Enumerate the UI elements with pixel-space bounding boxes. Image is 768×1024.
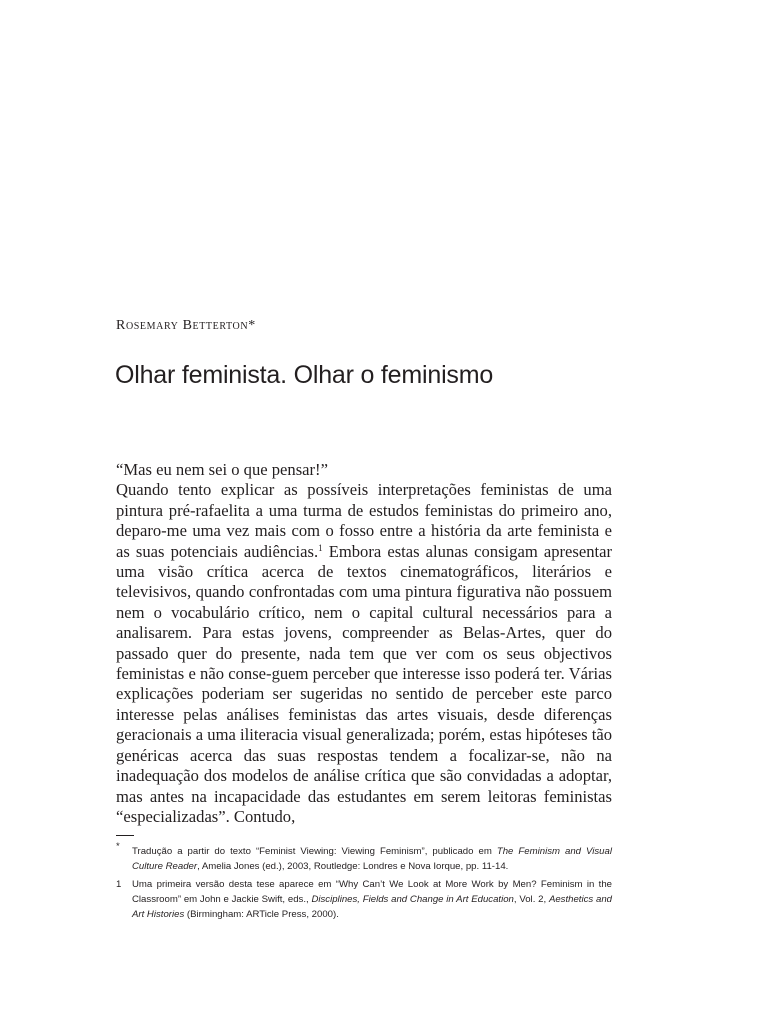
footnote-1-mark: 1: [116, 879, 122, 890]
footnote-1-text-c: (Birmingham: ARTicle Press, 2000).: [184, 909, 339, 920]
opening-quote: “Mas eu nem sei o que pensar!”: [116, 460, 328, 479]
footnotes: [116, 840, 612, 925]
footnote-1-italic-title: Disciplines, Fields and Change in Art Education: [311, 894, 514, 905]
article-body: [116, 460, 612, 827]
author-name: Rosemary Betterton*: [116, 318, 256, 333]
footnote-star-mark: *: [116, 841, 120, 852]
footnote-divider: [116, 835, 134, 836]
footnote-reference-1[interactable]: 1: [318, 542, 323, 553]
article-title: Olhar feminista. Olhar o feminismo: [115, 361, 494, 389]
footnote-1: [116, 877, 612, 922]
footnote-star-italic-title: The Feminism and Visual Culture Reader: [132, 846, 612, 872]
footnote-1-text-a: Uma primeira versão desta tese aparece em “Why Can’t We Look at More Work by Men? Feminism in the Classroom” em John e Jackie Swift, eds.,: [132, 879, 612, 905]
body-text-part1: Quando tento explicar as possíveis interpretações feministas de uma pintura pré-rafaelita a uma turma de estudos feministas do primeiro ano, deparo-me uma vez mais com o fosso entre a história da arte feminista e as suas potenciais audiências.: [116, 480, 612, 561]
footnote-star-text-a: Tradução a partir do texto “Feminist Viewing: Viewing Feminism”, publicado em: [132, 846, 497, 857]
footnote-star: [116, 841, 612, 874]
body-text-part2: Embora estas alunas consigam apresentar uma visão crítica acerca de textos cinematográficos, literários e televisivos, quando confrontadas com uma pintura figurativa não possuem nem o vocabulário crítico, nem o capital cultural necessários para a analisarem. Para estas jovens, compreender as Belas-Artes, quer do passado quer do presente, nada tem que ver com os seus objectivos feministas e não conse-guem perceber que interesse isso poderá ter. Várias explicações poderiam ser sugeridas no sentido de perceber este parco interesse pelas análises feministas das artes visuais, desde diferenças geracionais a uma iliteracia visual generalizada; porém, estas hipóteses tão genéricas acerca das suas respostas tendem a focalizar-se, não na inadequação dos modelos de análise crítica que são convidadas a adoptar, mas antes na incapacidade das estudantes em serem leitoras feministas “especializadas”. Contudo,: [116, 541, 612, 826]
footnote-star-text-b: , Amelia Jones (ed.), 2003, Routledge: Londres e Nova Iorque, pp. 11-14.: [197, 861, 509, 872]
footnote-1-italic-subtitle: Aesthetics and Art Histories: [132, 894, 612, 920]
body-paragraph: [116, 480, 612, 827]
footnote-1-text-b: , Vol. 2,: [513, 894, 549, 905]
